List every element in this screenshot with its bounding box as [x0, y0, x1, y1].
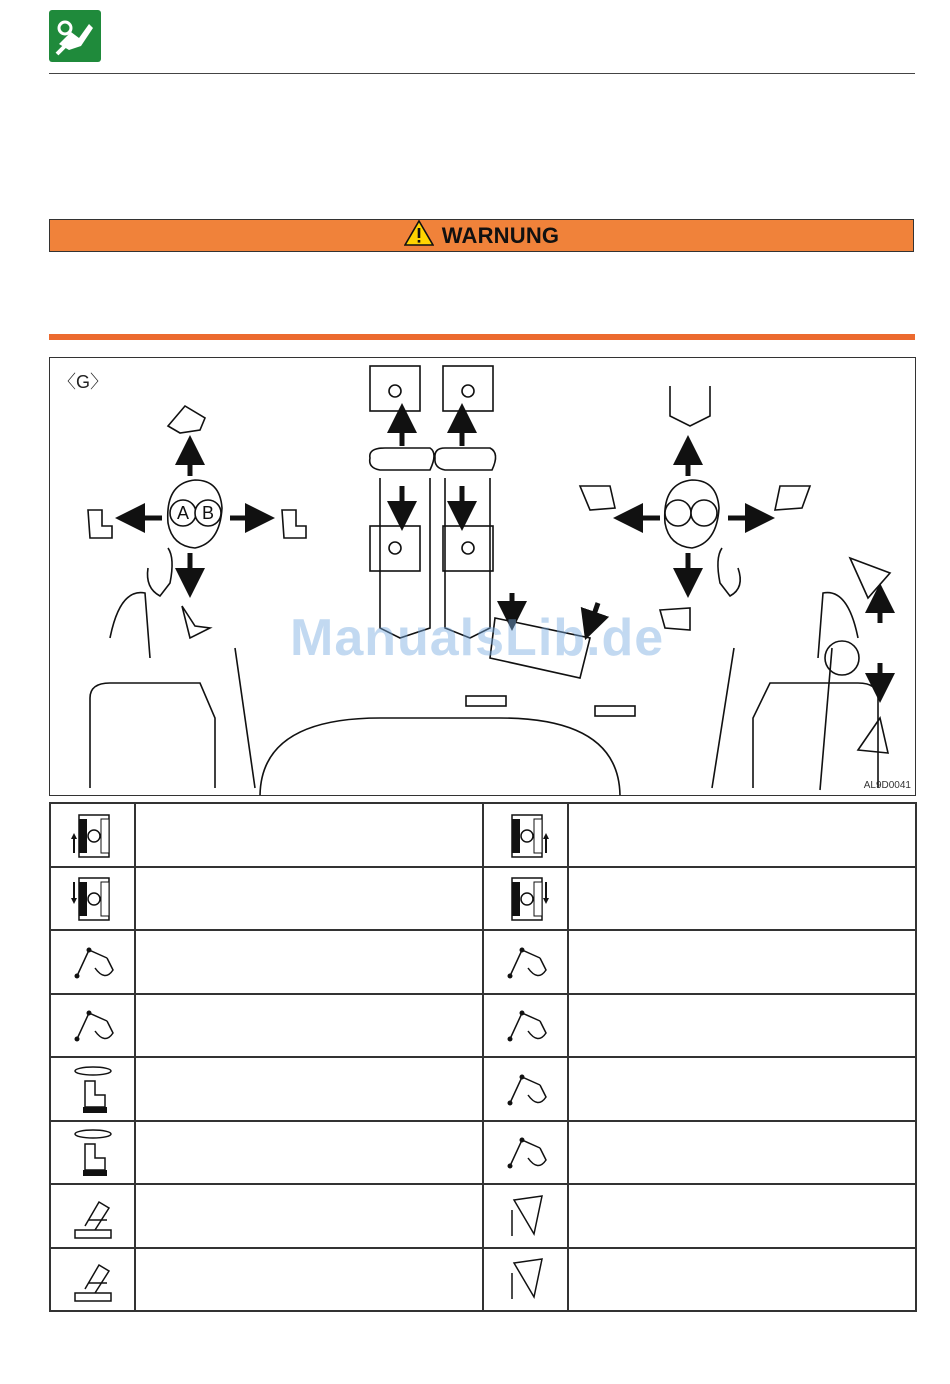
figure-label: 〈G〉: [58, 372, 109, 392]
figure-code: AL9D0041: [863, 780, 911, 791]
legend-icon-cell: [483, 994, 568, 1058]
left-track-forward-icon: [69, 809, 117, 861]
svg-text:A: A: [177, 503, 190, 523]
legend-text-cell: [135, 1184, 483, 1248]
left-track-reverse-icon: [69, 872, 117, 924]
legend-icon-cell: [50, 1184, 135, 1248]
legend-text-cell: [568, 1121, 916, 1185]
legend-row: [50, 1057, 916, 1121]
right-track-reverse-icon: [502, 872, 550, 924]
legend-row: [50, 930, 916, 994]
svg-text:B: B: [202, 503, 215, 523]
arm-out-icon: [69, 936, 117, 988]
legend-icon-cell: [483, 1057, 568, 1121]
arm-in-icon: [69, 999, 117, 1051]
legend-text-cell: [135, 803, 483, 867]
boom-raise-icon: [502, 1126, 550, 1178]
right-track-forward-icon: [502, 809, 550, 861]
legend-icon-cell: [50, 930, 135, 994]
legend-row: [50, 867, 916, 931]
operator-seat-illustration: [50, 358, 916, 796]
legend-text-cell: [135, 1248, 483, 1312]
control-diagram: [49, 357, 916, 796]
bucket-dump-icon: [502, 999, 550, 1051]
watermark: ManualsLib.de: [290, 609, 665, 667]
legend-text-cell: [568, 1057, 916, 1121]
legend-row: [50, 1248, 916, 1312]
legend-icon-cell: [483, 1248, 568, 1312]
boom-swing-right-icon: [69, 1253, 117, 1305]
legend-icon-cell: [483, 1121, 568, 1185]
legend-icon-cell: [483, 930, 568, 994]
swing-right-icon: [69, 1126, 117, 1178]
legend-text-cell: [568, 1248, 916, 1312]
control-legend-table: [49, 802, 917, 1312]
legend-text-cell: [568, 994, 916, 1058]
boom-lower-icon: [502, 936, 550, 988]
legend-row: [50, 994, 916, 1058]
legend-text-cell: [135, 1057, 483, 1121]
blade-lower-icon: [502, 1190, 550, 1242]
legend-icon-cell: [50, 1057, 135, 1121]
hand-with-wrench-icon: [49, 10, 101, 62]
boom-swing-left-icon: [69, 1190, 117, 1242]
legend-icon-cell: [483, 1184, 568, 1248]
legend-row: [50, 1121, 916, 1185]
legend-icon-cell: [483, 803, 568, 867]
legend-text-cell: [568, 1184, 916, 1248]
header-rule: [49, 73, 915, 74]
section-divider: [49, 334, 915, 340]
legend-text-cell: [135, 867, 483, 931]
legend-icon-cell: [50, 1121, 135, 1185]
legend-text-cell: [135, 994, 483, 1058]
swing-left-icon: [69, 1063, 117, 1115]
legend-icon-cell: [50, 1248, 135, 1312]
legend-text-cell: [135, 1121, 483, 1185]
legend-row: [50, 1184, 916, 1248]
legend-text-cell: [568, 803, 916, 867]
legend-text-cell: [568, 930, 916, 994]
legend-icon-cell: [50, 867, 135, 931]
legend-row: [50, 803, 916, 867]
blade-raise-icon: [502, 1253, 550, 1305]
bucket-curl-icon: [502, 1063, 550, 1115]
legend-icon-cell: [483, 867, 568, 931]
warning-label: WARNUNG: [441, 222, 560, 248]
legend-icon-cell: [50, 994, 135, 1058]
legend-text-cell: [568, 867, 916, 931]
legend-icon-cell: [50, 803, 135, 867]
warning-banner: [49, 219, 914, 252]
warning-triangle-icon: [404, 220, 434, 251]
legend-text-cell: [135, 930, 483, 994]
